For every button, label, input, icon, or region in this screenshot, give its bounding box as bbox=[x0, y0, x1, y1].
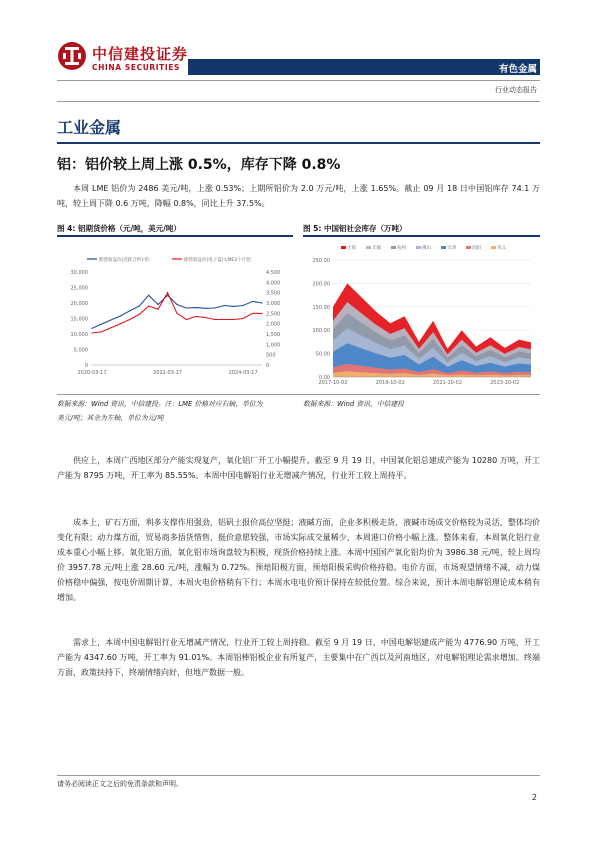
legend-label: 上海 bbox=[347, 246, 356, 251]
y-right-tick: 2,000 bbox=[266, 321, 281, 328]
series-point bbox=[158, 304, 159, 305]
legend-swatch bbox=[416, 246, 421, 249]
series-point bbox=[139, 306, 140, 307]
y-tick: 250.00 bbox=[312, 258, 330, 264]
legend-swatch bbox=[391, 246, 396, 249]
y-tick: 150.00 bbox=[312, 304, 330, 311]
series-point bbox=[101, 331, 102, 332]
series-point bbox=[261, 302, 262, 303]
legend-swatch bbox=[341, 246, 346, 249]
y-left-tick: 10,000 bbox=[70, 332, 88, 338]
legend-label: 佛山 bbox=[422, 246, 431, 251]
y-left-tick: 15,000 bbox=[70, 316, 88, 323]
series-point bbox=[176, 304, 177, 305]
y-tick: 50.00 bbox=[315, 351, 330, 358]
brand-name-cn: 中信建投证券 bbox=[92, 45, 189, 63]
series-point bbox=[252, 313, 253, 314]
series-point bbox=[148, 306, 149, 307]
series-point bbox=[120, 315, 121, 316]
series-point bbox=[195, 307, 196, 308]
legend-swatch bbox=[466, 246, 471, 249]
figure-4-chart bbox=[57, 250, 293, 385]
y-left-tick: 0 bbox=[84, 363, 88, 369]
figure-4-source: 数据来源：Wind 资讯，中信建投。注：LME 价格对应右轴，单位为 美元/吨；其余为左轴，单位为元/吨 bbox=[57, 400, 263, 422]
y-right-tick: 3,000 bbox=[266, 301, 281, 307]
figure-5-rule bbox=[303, 235, 540, 237]
series-point bbox=[167, 292, 168, 293]
series-point bbox=[110, 319, 111, 320]
x-tick: 2023-10-02 bbox=[490, 380, 520, 386]
brand-logo bbox=[57, 41, 187, 75]
series-point bbox=[129, 310, 130, 311]
series-point bbox=[252, 301, 253, 302]
x-tick: 2020-03-17 bbox=[77, 370, 107, 376]
disclaimer-note: 请务必阅读正文之后的免责条款和声明。 bbox=[57, 780, 183, 788]
y-right-tick: 2,500 bbox=[266, 311, 281, 318]
legend-swatch bbox=[491, 246, 496, 249]
series-point bbox=[205, 308, 206, 309]
series-line bbox=[92, 295, 262, 328]
legend-label: 期货收盘价(电子盘):LME3个月铝 bbox=[184, 258, 251, 263]
series-point bbox=[120, 323, 121, 324]
brand-name-en: CHINA SECURITIES bbox=[92, 63, 180, 72]
page-number: 2 bbox=[531, 793, 537, 802]
subsection-title: 铝：铝价较上周上涨 0.5%，库存下降 0.8% bbox=[57, 157, 341, 173]
legend-label: 巩义 bbox=[497, 246, 506, 251]
supply-paragraph: 供应上，本周广西地区部分产能实现复产，氧化铝厂开工小幅提升。截至 9 月 19 日，中国氧化铝总建成产能为 10280 万吨，开工产能为 8795 万吨，开工率为 85.55%。本周中国电解铝行业无增减产情况，行业开工较上周持平。 bbox=[57, 456, 540, 480]
header-divider bbox=[57, 80, 540, 81]
header-divider-2 bbox=[57, 101, 540, 102]
header-bar bbox=[188, 59, 540, 75]
cost-paragraph: 成本上，矿石方面，利多支撑作用强劲，铝矾土报价高位坚挺；液碱方面，企业多积极走货，液碱市场成交价格较为灵活，整体均价变化有限；动力煤方面，贸易商多捂货惜售，挺价意愿较强，市场实际成交量稀少，本周港口价格小幅上涨。整体来看，本周氧化铝行业成本重心小幅上移。氧化铝方面，氧化铝市场询盘较为积极，现货价格持续上涨。本周中国国产氧化铝均价为 3986.38 元/吨，较上周均价 3957.78 元/吨上涨 28.60 元/吨，涨幅为 0.72%。预焙阳极方面，预焙阳极采购价格持稳。电价方面，市场观望情绪不减，动力煤价格稳中偏强，按电价周期计算，本周火电价格稍有下行；本周水电电价预计保持在较低位置。综合来说，预计本周电解铝理论成本稍有增加。 bbox=[57, 518, 540, 602]
y-left-tick: 25,000 bbox=[70, 285, 88, 292]
y-right-tick: 4,000 bbox=[266, 280, 281, 287]
series-point bbox=[224, 319, 225, 320]
y-right-tick: 500 bbox=[266, 352, 276, 359]
series-point bbox=[261, 313, 262, 314]
series-point bbox=[186, 319, 187, 320]
x-tick: 2021-10-02 bbox=[432, 380, 463, 386]
legend-label: 无锡 bbox=[372, 246, 381, 251]
y-left-tick: 30,000 bbox=[70, 270, 88, 276]
series-point bbox=[148, 295, 149, 296]
series-point bbox=[186, 307, 187, 308]
series-point bbox=[233, 319, 234, 320]
series-point bbox=[91, 332, 92, 333]
section-title: 工业金属 bbox=[57, 118, 122, 137]
series-point bbox=[195, 316, 196, 317]
series-point bbox=[176, 313, 177, 314]
series-point bbox=[233, 306, 234, 307]
x-tick: 2017-10-02 bbox=[318, 380, 348, 386]
figure-divider bbox=[57, 394, 540, 395]
series-point bbox=[214, 319, 215, 320]
legend-label: 杭州 bbox=[397, 246, 406, 251]
y-tick: 0.00 bbox=[318, 375, 330, 381]
legend-label: 期货收盘价(活跃合约):铝 bbox=[99, 258, 150, 263]
legend-swatch bbox=[366, 246, 371, 249]
series-point bbox=[158, 309, 159, 310]
y-tick: 100.00 bbox=[312, 328, 330, 335]
figure-5-title: 图 5: 中国铝社会库存（万吨） bbox=[303, 224, 407, 233]
y-left-tick: 20,000 bbox=[70, 301, 88, 307]
series-point bbox=[139, 314, 140, 315]
footer-divider bbox=[57, 775, 540, 776]
figure-5-chart bbox=[303, 246, 540, 386]
series-point bbox=[205, 317, 206, 318]
x-tick: 2024-03-17 bbox=[228, 370, 258, 376]
industry-tag: 有色金属 bbox=[498, 64, 537, 75]
x-tick: 2019-10-02 bbox=[375, 380, 405, 386]
figure-5-source: 数据来源：Wind 资讯，中信建投 bbox=[303, 400, 404, 408]
y-right-tick: 1,500 bbox=[266, 332, 281, 338]
series-point bbox=[110, 327, 111, 328]
series-point bbox=[101, 323, 102, 324]
legend-swatch bbox=[441, 246, 446, 249]
demand-paragraph: 需求上，本周中国电解铝行业无增减产情况，行业开工较上周持稳。截至 9 月 19 日，中国电解铝建成产能为 4776.90 万吨，开工产能为 4347.60 万吨，开工率为 91.01%。本周铝棒铝板企业有所复产，主要集中在广西以及河南地区，对电解铝理论需求增加。终端方面，政策扶持下，终端情绪向好，但地产数据一般。 bbox=[57, 638, 540, 677]
report-type: 行业动态报告 bbox=[495, 86, 537, 94]
y-right-tick: 1,000 bbox=[266, 342, 281, 349]
series-point bbox=[214, 307, 215, 308]
y-right-tick: 4,500 bbox=[266, 270, 281, 276]
series-point bbox=[129, 319, 130, 320]
citic-logo-icon bbox=[57, 41, 87, 71]
legend-label: 沈阳 bbox=[472, 246, 481, 251]
y-tick: 200.00 bbox=[312, 281, 330, 288]
series-point bbox=[91, 328, 92, 329]
section-underline bbox=[57, 142, 540, 144]
legend-label: 天津 bbox=[447, 246, 456, 251]
x-tick: 2022-03-17 bbox=[153, 370, 183, 376]
series-point bbox=[243, 318, 244, 319]
intro-paragraph: 本周 LME 铝价为 2486 美元/吨，上涨 0.53%；上期所铝价为 2.0 万元/吨，上涨 1.65%。截止 09 月 18 日中国铝库存 74.1 万吨，较上周下降 0.6 万吨，降幅 0.8%，同比上升 37.5%。 bbox=[57, 184, 540, 208]
y-left-tick: 5,000 bbox=[73, 347, 88, 354]
y-right-tick: 3,500 bbox=[266, 290, 281, 297]
figure-4-rule bbox=[57, 235, 293, 237]
y-right-tick: 0 bbox=[266, 363, 270, 369]
series-point bbox=[243, 305, 244, 306]
figure-4-title: 图 4: 铝期货价格（元/吨，美元/吨） bbox=[57, 224, 181, 233]
series-point bbox=[224, 305, 225, 306]
